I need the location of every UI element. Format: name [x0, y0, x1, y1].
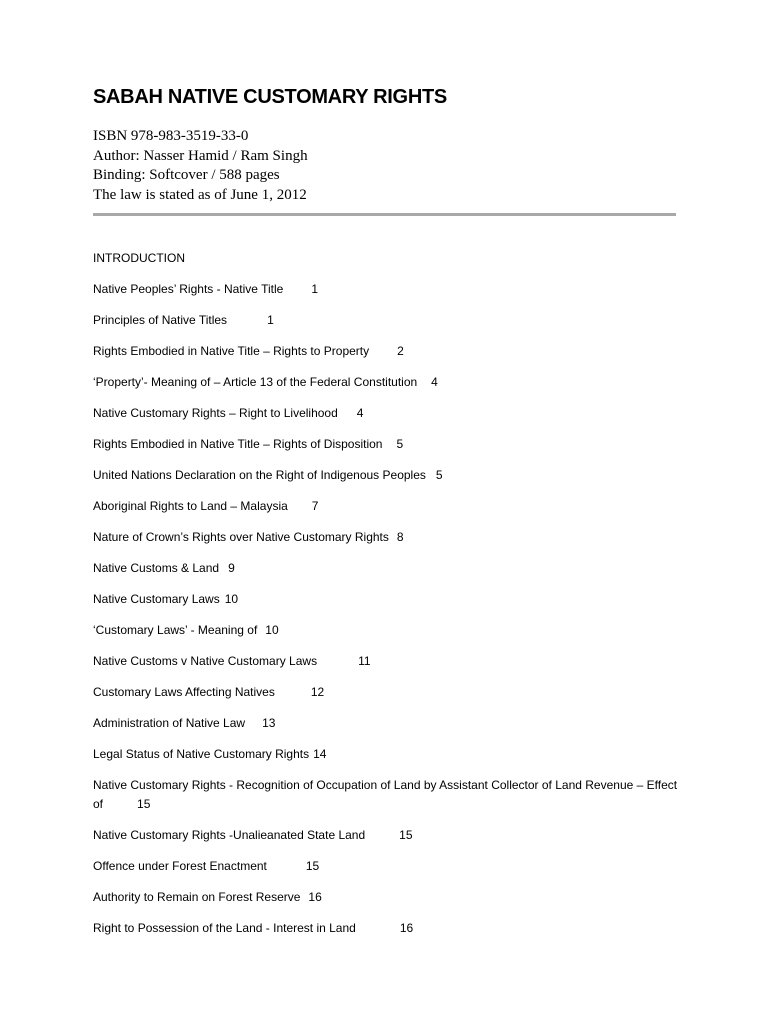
- toc-entry-text: Offence under Forest Enactment: [93, 859, 267, 873]
- toc-entry-text: Rights Embodied in Native Title – Rights to Property: [93, 344, 370, 358]
- toc-entry-text: Native Customary Rights - Recognition of Occupation of Land by Assistant Collector of Land Revenue – Effect of: [93, 778, 678, 811]
- toc-entry: [93, 373, 683, 391]
- toc-entry-page: 15: [305, 859, 320, 873]
- law-date-line: The law is stated as of June 1, 2012: [93, 186, 307, 203]
- toc-entry: [93, 590, 683, 608]
- section-heading: INTRODUCTION: [93, 251, 185, 265]
- toc-entry: [93, 857, 683, 875]
- toc-entry: [93, 621, 683, 639]
- document-title: SABAH NATIVE CUSTOMARY RIGHTS: [93, 86, 447, 108]
- toc-entry-text: Aboriginal Rights to Land – Malaysia: [93, 499, 288, 513]
- toc-entry-text: Native Customs v Native Customary Laws: [93, 654, 318, 668]
- toc-entry-text: Native Customary Rights -Unalieanated State Land: [93, 828, 366, 842]
- toc-entry: [93, 311, 683, 329]
- toc-entry: [93, 342, 683, 360]
- toc-entry-page: 8: [396, 530, 404, 544]
- toc-entry: [93, 652, 683, 670]
- toc-entry-text: Customary Laws Affecting Natives: [93, 685, 275, 699]
- toc-entry-page: 10: [224, 592, 239, 606]
- toc-entry-page: 9: [228, 561, 235, 575]
- toc-entry-text: ‘Property’- Meaning of – Article 13 of the Federal Constitution: [93, 375, 418, 389]
- toc-entry-page: 4: [356, 406, 364, 420]
- toc-entry-text: Nature of Crown’s Rights over Native Customary Rights: [93, 530, 389, 544]
- toc-entry: [93, 714, 683, 732]
- toc-entry-text: Native Customs & Land: [93, 561, 220, 575]
- toc-entry: [93, 404, 683, 422]
- toc-entry: [93, 466, 683, 484]
- toc-entry-text: Native Customary Laws: [93, 592, 220, 606]
- author-line: Author: Nasser Hamid / Ram Singh: [93, 147, 308, 164]
- toc-entry-page: 1: [267, 313, 274, 327]
- toc-entry-text: Native Customary Rights – Right to Livelihood: [93, 406, 338, 420]
- toc-entry: [93, 683, 683, 701]
- toc-entry-text: Right to Possession of the Land - Interest in Land: [93, 921, 356, 935]
- toc-entry: [93, 745, 683, 763]
- toc-entry-page: 7: [311, 499, 319, 513]
- toc-entry-text: Principles of Native Titles: [93, 313, 228, 327]
- toc-entry: [93, 919, 683, 937]
- toc-entry: [93, 559, 683, 577]
- toc-entry-page: 15: [399, 828, 413, 842]
- toc-entry-text: United Nations Declaration on the Right of Indigenous Peoples: [93, 468, 426, 482]
- toc-entry-page: 12: [310, 685, 325, 699]
- toc-entry-page: 2: [397, 344, 404, 358]
- book-metadata: [93, 127, 308, 205]
- toc-entry: [93, 528, 683, 546]
- toc-entry: [93, 435, 683, 453]
- toc-entry-text: ‘Customary Laws’ - Meaning of: [93, 623, 258, 637]
- toc-entry: [93, 888, 683, 906]
- toc-entry-page: 11: [358, 654, 371, 668]
- toc-entry: [93, 280, 683, 298]
- horizontal-divider: [93, 213, 676, 216]
- toc-entry-text: Administration of Native Law: [93, 716, 246, 730]
- toc-entry-page: 5: [396, 437, 404, 451]
- toc-entry-page: 16: [308, 890, 322, 904]
- toc-entry-text: Native Peoples’ Rights - Native Title: [93, 282, 284, 296]
- toc-entry-page: 14: [313, 747, 327, 761]
- toc-entry: [93, 497, 683, 515]
- toc-entry-text: Authority to Remain on Forest Reserve: [93, 890, 301, 904]
- toc-entry-page: 16: [399, 921, 414, 935]
- toc-entry-page: 13: [262, 716, 276, 730]
- toc-entry-text: Legal Status of Native Customary Rights: [93, 747, 310, 761]
- toc-entry-page: 10: [265, 623, 279, 637]
- toc-entry-page: 15: [137, 797, 151, 811]
- toc-entry: [93, 826, 683, 844]
- toc-entry-page: 5: [435, 468, 443, 482]
- binding-line: Binding: Softcover / 588 pages: [93, 167, 280, 183]
- toc-entry-page: 1: [311, 282, 318, 296]
- toc-entry-page: 4: [431, 375, 438, 389]
- isbn-line: ISBN 978-983-3519-33-0: [93, 128, 249, 144]
- toc-entry: [93, 776, 683, 814]
- toc-entry-text: Rights Embodied in Native Title – Rights of Disposition: [93, 437, 383, 451]
